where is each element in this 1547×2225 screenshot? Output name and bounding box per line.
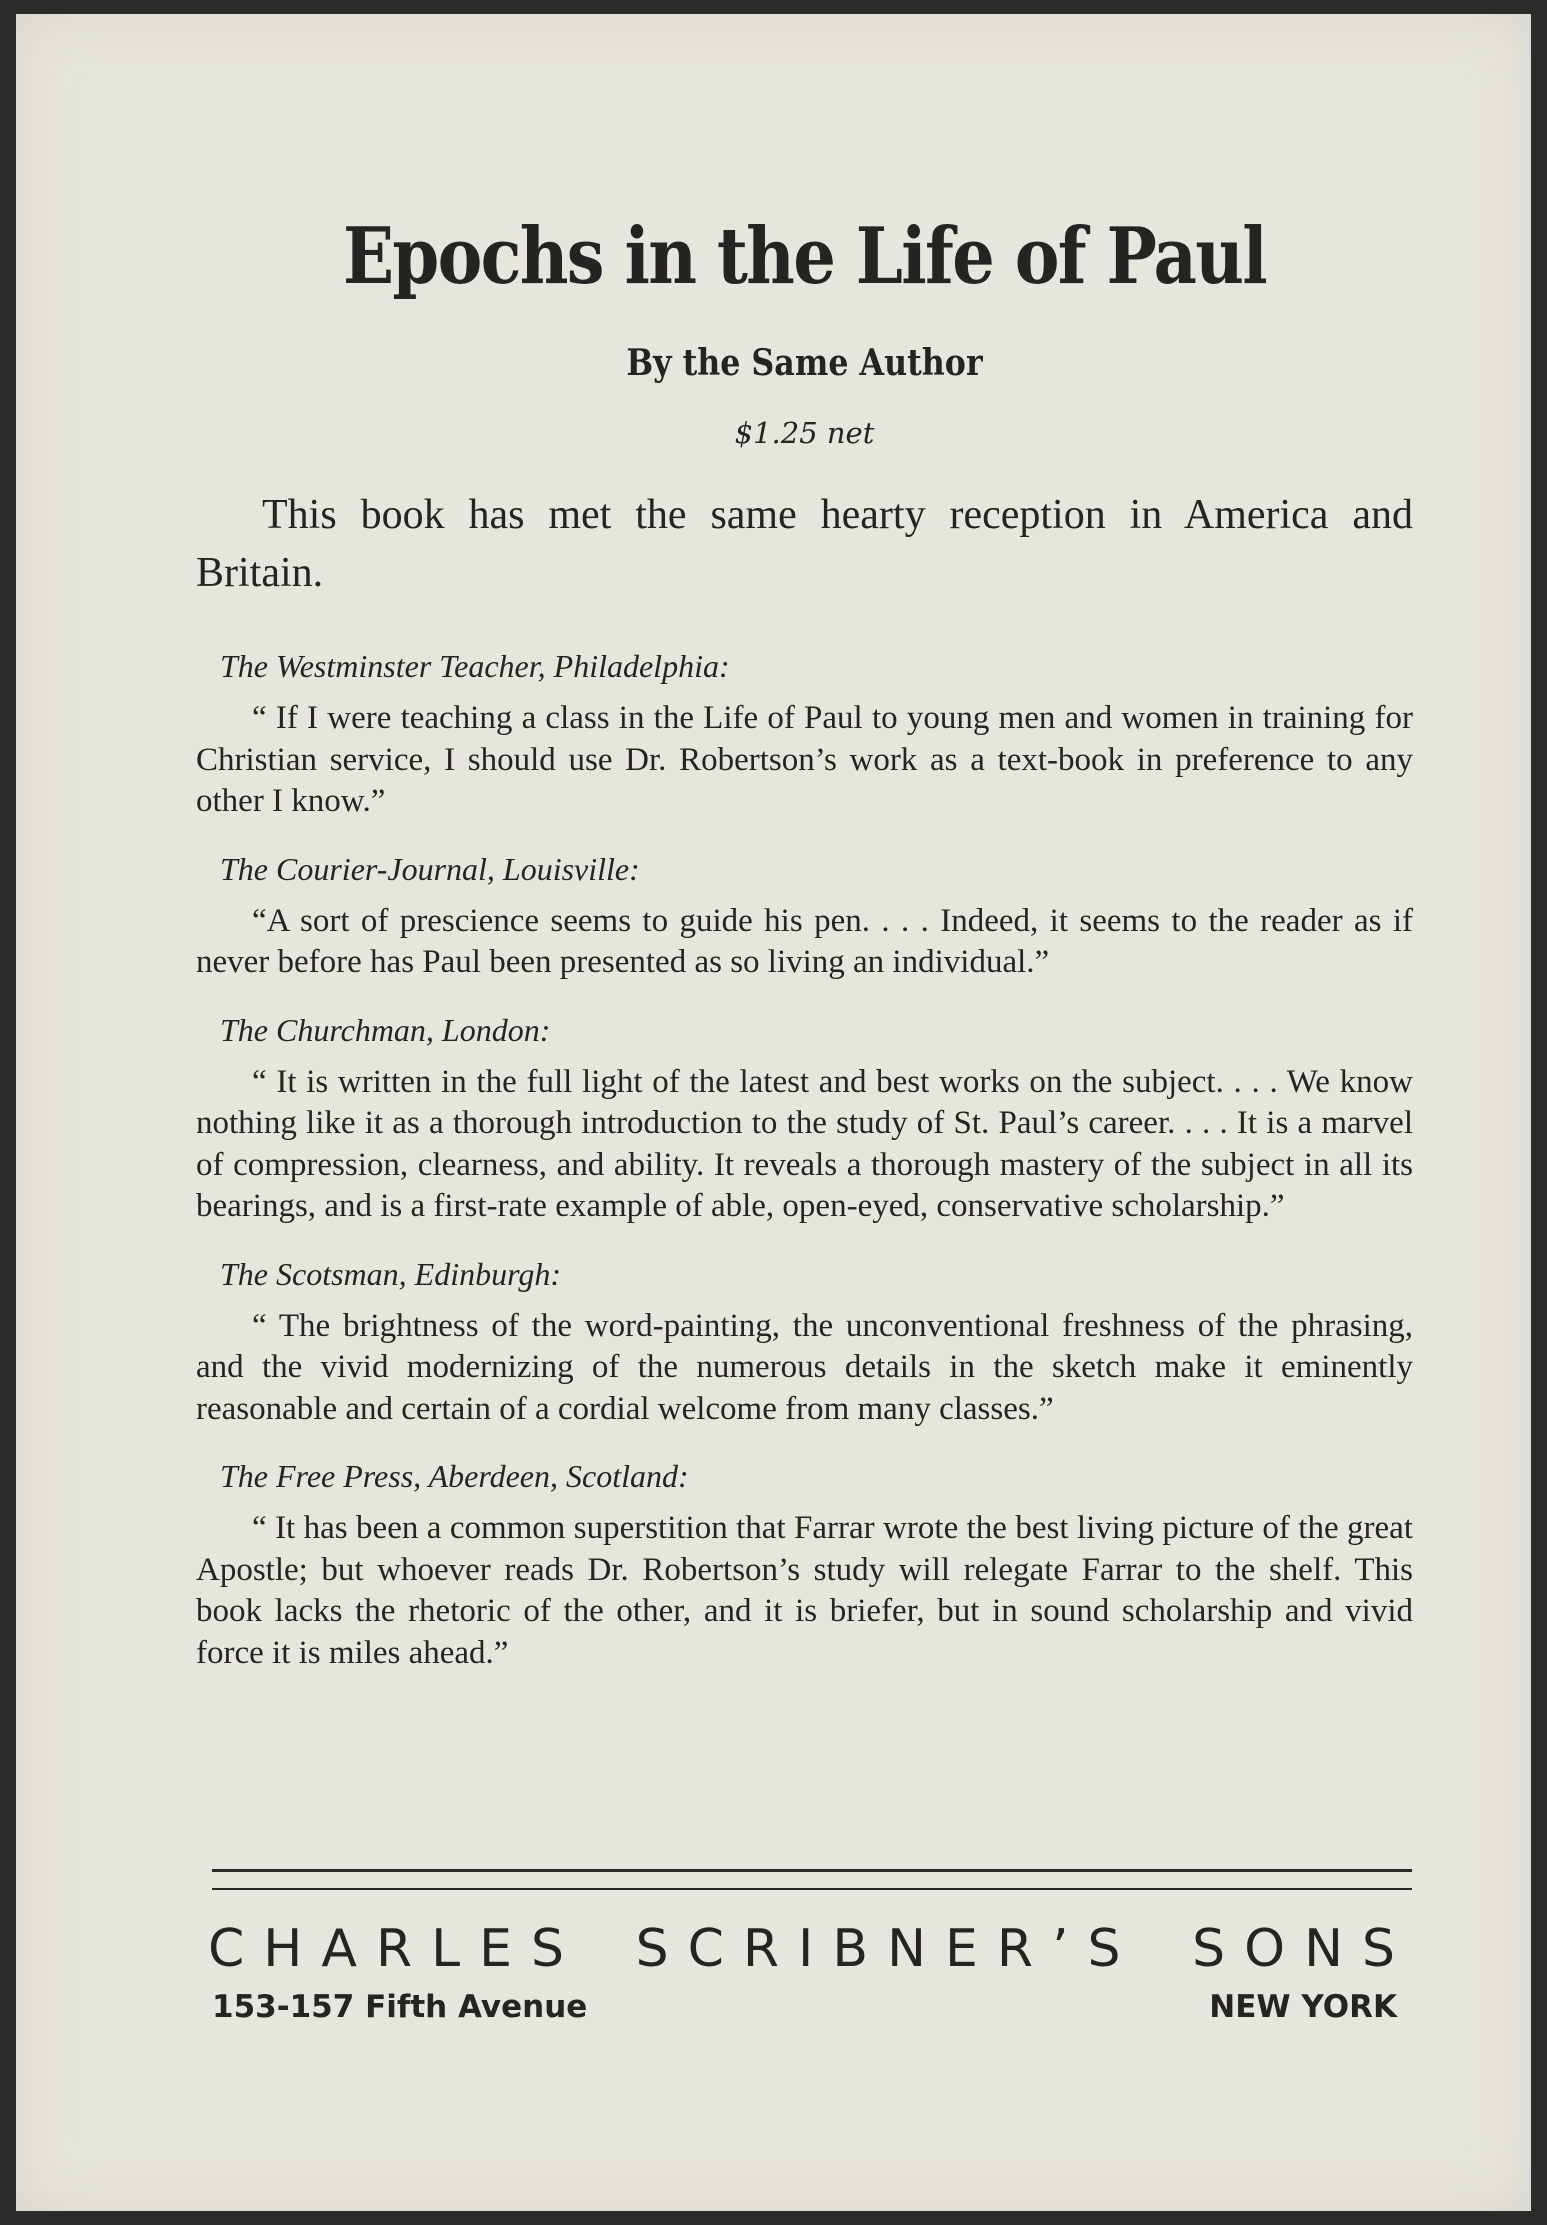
review-source: The Churchman, London: xyxy=(220,1011,551,1048)
publisher-city: NEW YORK xyxy=(1209,1989,1397,2025)
publisher-name: CHARLES SCRIBNER’S SONS xyxy=(208,1919,1414,1979)
review-quote: “A sort of prescience seems to guide his pen. . . . Indeed, it seems to the reader as if never before has Paul been presented as so living an individual.” xyxy=(196,902,1413,980)
review-quote: “ The brightness of the word-painting, the unconventional freshness of the phrasing, and the vivid modernizing of the numerous details in the sketch make it eminently reasonable and certain of a cordial welcome from many classes.” xyxy=(196,1307,1413,1427)
footer-rules xyxy=(212,1869,1412,1890)
review-courier-journal xyxy=(196,847,1413,984)
review-quote: “ It has been a common superstition that Farrar wrote the best living picture of the great Apostle; but whoever reads Dr. Robertson’s study will relegate Farrar to the shelf. This book lacks the rhetoric of the other, and it is briefer, but in sound scholarship and vivid force it is miles ahead.” xyxy=(196,1510,1413,1671)
book-title: Epochs in the Life of Paul xyxy=(342,211,1267,302)
publisher-address: 153-157 Fifth Avenue xyxy=(212,1989,588,2025)
intro-paragraph: This book has met the same hearty reception in America and Britain. xyxy=(196,492,1413,596)
review-source: The Courier-Journal, Louisville: xyxy=(220,850,640,887)
advertisement-body xyxy=(196,211,1413,1674)
book-price: $1.25 net xyxy=(734,416,875,450)
review-scotsman xyxy=(196,1252,1413,1431)
review-source: The Scotsman, Edinburgh: xyxy=(220,1255,562,1292)
book-subtitle: By the Same Author xyxy=(626,342,983,384)
divider-thick xyxy=(212,1869,1412,1872)
document-page xyxy=(16,14,1531,2211)
review-free-press xyxy=(196,1454,1413,1674)
divider-thin xyxy=(212,1888,1412,1890)
review-source: The Free Press, Aberdeen, Scotland: xyxy=(220,1458,689,1494)
review-quote: “ It is written in the full light of the latest and best works on the subject. . . . We know nothing like it as a thorough introduction to the study of St. Paul’s career. . . . It is a marvel of compression, clearness, and ability. It reveals a thorough mastery of the subject in all its bearings, and is a first-rate example of able, open-eyed, conservative scholarship.” xyxy=(196,1063,1413,1224)
review-westminster xyxy=(196,644,1413,823)
review-source: The Westminster Teacher, Philadelphia: xyxy=(220,648,730,684)
review-quote: “ If I were teaching a class in the Life of Paul to young men and women in training for Christian service, I should use Dr. Robertson’s work as a text-book in preference to any other I know.” xyxy=(196,700,1413,819)
review-churchman xyxy=(196,1008,1413,1228)
